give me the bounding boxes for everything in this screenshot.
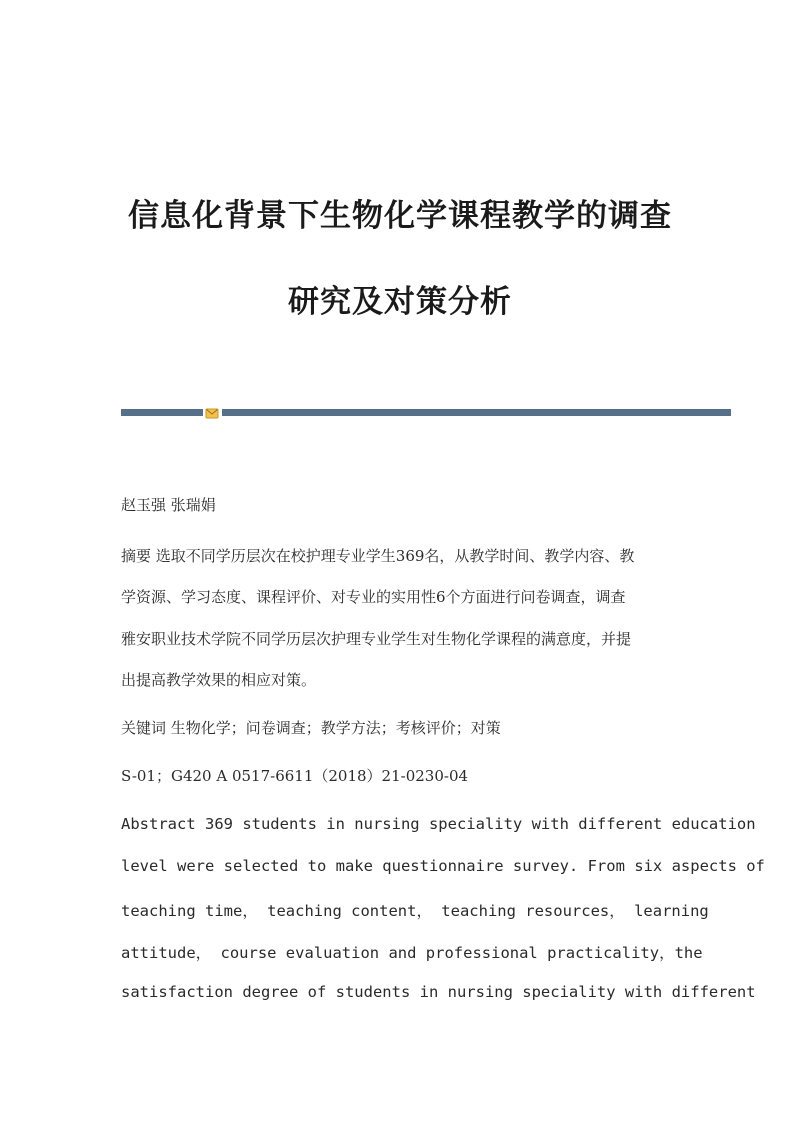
- title-line-2: 研究及对策分析: [288, 284, 512, 320]
- abstract-cn-line-2: 学资源、学习态度、课程评价、对专业的实用性6个方面进行问卷调查，调查: [121, 588, 626, 606]
- divider-right-segment: [222, 409, 731, 416]
- divider-left-segment: [121, 409, 203, 416]
- abstract-cn-line-4: 出提高教学效果的相应对策。: [121, 671, 317, 689]
- classification-code: S-01；G420 A 0517-6611（2018）21-0230-04: [121, 767, 469, 785]
- abstract-cn-line-1: 摘要 选取不同学历层次在校护理专业学生369名，从教学时间、教学内容、教: [121, 547, 635, 565]
- title-line-1: 信息化背景下生物化学课程教学的调查: [128, 198, 672, 234]
- abstract-en-line-1: Abstract 369 students in nursing speciality with different education: [121, 815, 756, 833]
- abstract-en-line-5: satisfaction degree of students in nursing speciality with different: [121, 983, 756, 1001]
- envelope-icon: [205, 405, 219, 419]
- keywords: 关键词 生物化学；问卷调查；教学方法；考核评价；对策: [121, 719, 501, 737]
- abstract-en-line-2: level were selected to make questionnaire survey. From six aspects of: [121, 857, 765, 875]
- authors: 赵玉强 张瑞娟: [121, 496, 216, 514]
- abstract-en-line-4: attitude， course evaluation and professional practicality，the: [121, 944, 703, 962]
- abstract-en-line-3: teaching time， teaching content， teaching resources， learning: [121, 902, 709, 920]
- abstract-cn-line-3: 雅安职业技术学院不同学历层次护理专业学生对生物化学课程的满意度，并提: [121, 630, 632, 648]
